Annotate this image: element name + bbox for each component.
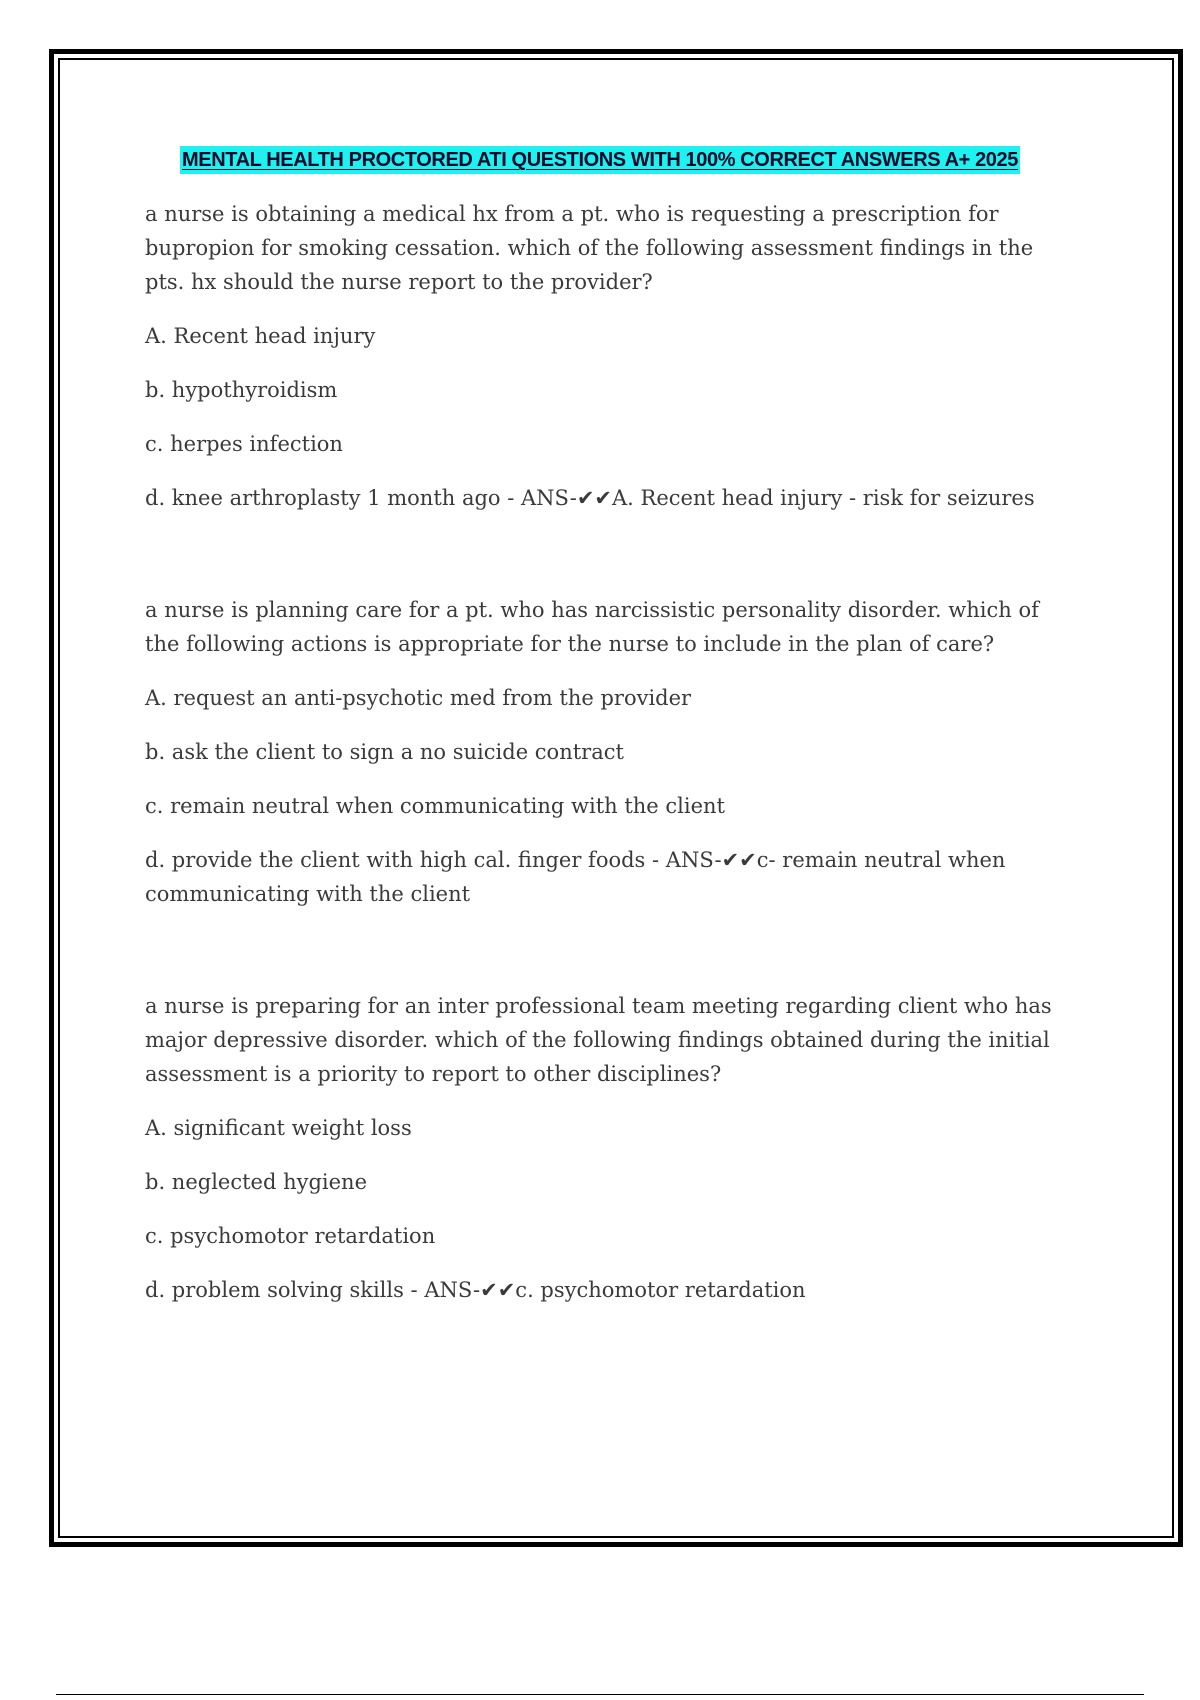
title-wrapper (0, 146, 1200, 174)
option-b: b. neglected hygiene (145, 1170, 368, 1194)
option-b: b. ask the client to sign a no suicide contract (145, 740, 624, 764)
document-title: MENTAL HEALTH PROCTORED ATI QUESTIONS WITH 100% CORRECT ANSWERS A+ 2025 (180, 146, 1020, 174)
option-a: A. significant weight loss (145, 1116, 412, 1140)
question-stem: a nurse is preparing for an inter professional team meeting regarding client who has major depressive disorder. which of the following findings obtained during the initial assessment is a priority to report to other disciplines? (145, 994, 1052, 1086)
question-stem: a nurse is planning care for a pt. who has narcissistic personality disorder. which of the following actions is appropriate for the nurse to include in the plan of care? (145, 598, 1039, 656)
question-block-1 (145, 197, 1070, 515)
option-d-with-answer: d. provide the client with high cal. finger foods - ANS-✔✔c- remain neutral when communicating with the client (145, 848, 1006, 906)
option-c: c. remain neutral when communicating with the client (145, 794, 725, 818)
document-body (145, 197, 1070, 1385)
option-d-with-answer: d. problem solving skills - ANS-✔✔c. psychomotor retardation (145, 1278, 806, 1302)
option-b: b. hypothyroidism (145, 378, 338, 402)
option-d-with-answer: d. knee arthroplasty 1 month ago - ANS-✔✔A. Recent head injury - risk for seizures (145, 486, 1035, 510)
question-stem: a nurse is obtaining a medical hx from a pt. who is requesting a prescription for bupropion for smoking cessation. which of the following assessment findings in the pts. hx should the nurse report to the provider? (145, 202, 1034, 294)
option-a: A. request an anti-psychotic med from the provider (145, 686, 692, 710)
question-block-2 (145, 593, 1070, 911)
question-block-3 (145, 989, 1070, 1307)
option-c: c. herpes infection (145, 432, 343, 456)
option-c: c. psychomotor retardation (145, 1224, 436, 1248)
footer-divider (56, 1694, 1144, 1695)
option-a: A. Recent head injury (145, 324, 376, 348)
